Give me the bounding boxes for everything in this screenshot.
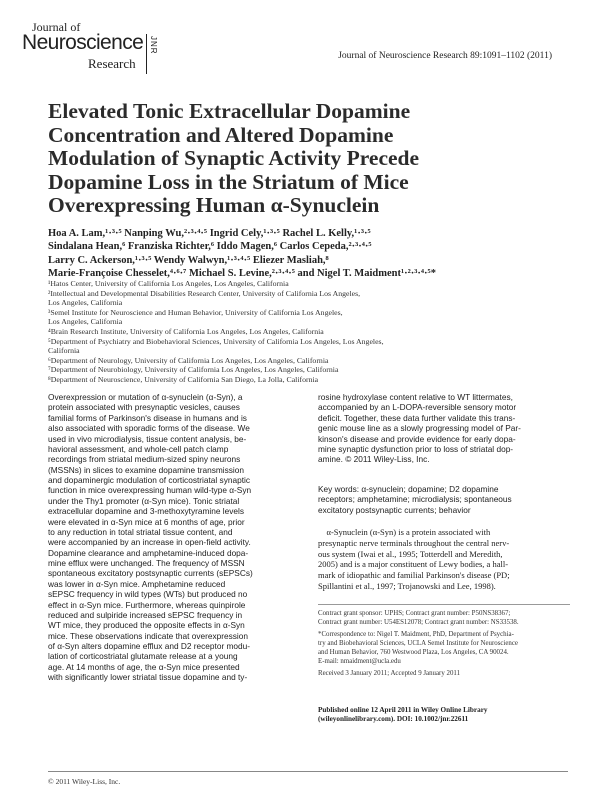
logo-line-3: Research (88, 56, 136, 71)
affiliation-line: ⁴Brain Research Institute, University of California Los Angeles, Los Angeles, California (48, 326, 324, 336)
abstract-line: sEPSC frequency in wild types (WTs) but produced no (48, 589, 248, 600)
abstract-line: spontaneous excitatory postsynaptic currents (sEPSCs) (48, 568, 253, 579)
affiliation-list (48, 279, 568, 385)
footnote-line: Received 3 January 2011; Accepted 9 January 2011 (318, 670, 461, 678)
abstract-line: Overexpression or mutation of α-synuclein (α-Syn), a (48, 392, 243, 402)
abstract-column-2 (318, 392, 570, 465)
footnote-line: try and Biobehavioral Sciences, UCLA Semel Institute for Neuroscience (318, 640, 518, 648)
footnote-line: and Human Behavior, 760 Westwood Plaza, Los Angeles, CA 90024. (318, 648, 509, 656)
abstract-line: (MSSNs) in slices to examine dopamine transmission (48, 464, 244, 475)
abstract-line: used in vivo microdialysis, tissue content analysis, be- (48, 433, 247, 444)
intro-line: 2005) and is a major constituent of Lewy bodies, a hall- (318, 559, 509, 570)
abstract-line: function in mice overexpressing human wild-type α-Syn (48, 485, 252, 496)
copyright-notice: © 2011 Wiley-Liss, Inc. (48, 777, 121, 786)
abstract-line: were elevated in α-Syn mice at 6 months of age, prior (48, 516, 245, 527)
affiliation-line: ³Semel Institute for Neuroscience and Human Behavior, University of California Los Angeles, (48, 307, 343, 317)
footnote-divider (318, 604, 570, 605)
author-line: Sindalana Hean,⁶ Franziska Richter,⁶ Iddo Magen,⁶ Carlos Cepeda,²·³·⁴·⁵ (48, 241, 372, 253)
logo-line-2: Neuroscience (22, 31, 144, 54)
intro-line: α-Synuclein (α-Syn) is a protein associated with (318, 527, 491, 537)
abstract-line: deficit. Together, these data further validate this trans- (318, 412, 516, 423)
keywords-line: receptors; amphetamine; microdialysis; spontaneous (318, 494, 512, 505)
introduction-text (318, 527, 570, 592)
abstract-line: accompanied by an L-DOPA-reversible sensory motor (318, 402, 517, 413)
intro-line: ous system (Iwai et al., 1995; Totterdell and Meredith, (318, 548, 503, 559)
published-line: Published online 12 April 2011 in Wiley Online Library (318, 706, 488, 714)
logo-divider (146, 34, 147, 74)
logo-line-1: Journal of (32, 20, 81, 34)
footnote-line: E-mail: nmaidment@ucla.edu (318, 657, 401, 665)
author-list (48, 227, 568, 281)
abstract-line: age. At 14 months of age, the α-Syn mice presented (48, 661, 240, 672)
publication-info (318, 706, 570, 724)
abstract-line: to any reduction in total striatal tissue content, and (48, 526, 233, 537)
abstract-line: familial forms of Parkinson's disease in humans and is (48, 412, 247, 423)
journal-citation: Journal of Neuroscience Research 89:1091–1102 (2011) (338, 51, 552, 61)
affiliation-line: ⁶Department of Neurology, University of California Los Angeles, Los Angeles, California (48, 355, 329, 365)
abstract-line: reduced and sulpiride increased sEPSC frequency in (48, 609, 243, 620)
footnote-line: Contract grant number: U54ES12078; Contract grant number: NS33538. (318, 618, 519, 626)
affiliation-line: ¹Hatos Center, University of California Los Angeles, Los Angeles, California (48, 279, 289, 288)
affiliation-line: ⁵Department of Psychiatry and Biobehavioral Sciences, University of California Los Angeles, Los Angeles, (48, 336, 384, 346)
abstract-line: havioral assessment, and whole-cell patch clamp (48, 443, 229, 454)
keywords-line: excitatory postsynaptic currents; behavior (318, 504, 471, 515)
abstract-line: recordings from striatal medium-sized spiny neurons (48, 454, 241, 465)
footnote-line: *Correspondence to: Nigel T. Maidment, PhD, Department of Psychia- (318, 631, 514, 639)
intro-line: Spillantini et al., 1997; Trojanowski and Lee, 1998). (318, 580, 496, 591)
abstract-line: extracellular dopamine and 3-methoxytyramine levels (48, 506, 244, 517)
abstract-line: Dopamine clearance and amphetamine-induced dopa- (48, 547, 249, 558)
abstract-line: mice. These observations indicate that overexpression (48, 630, 249, 641)
affiliation-line: ⁸Department of Neuroscience, University of California San Diego, La Jolla, California (48, 374, 319, 384)
abstract-column-1 (48, 392, 300, 683)
abstract-line: WT mice, they produced the opposite effects in α-Syn (48, 620, 245, 631)
intro-line: mark of idiopathic and familial Parkinson's disease (PD; (318, 570, 510, 581)
title-line: Modulation of Synaptic Activity Precede (48, 146, 420, 170)
affiliation-line: ²Intellectual and Developmental Disabilities Research Center, University of California Los Angeles, (48, 288, 361, 298)
abstract-line: mine synaptic dysfunction prior to loss of striatal dop- (318, 443, 514, 454)
footnotes (318, 610, 570, 679)
affiliation-line: Los Angeles, California (48, 298, 123, 308)
title-line: Dopamine Loss in the Striatum of Mice (48, 169, 409, 194)
abstract-line: under the Thy1 promoter (α-Syn mice). Tonic striatal (48, 495, 240, 506)
title-line: Overexpressing Human α-Synuclein (48, 193, 380, 217)
abstract-line: effect in α-Syn mice. Furthermore, whereas quinpirole (48, 599, 246, 610)
abstract-line: rosine hydroxylase content relative to WT littermates, (318, 392, 513, 402)
abstract-line: and dopaminergic modulation of corticostriatal synaptic (48, 475, 250, 485)
title-line: Concentration and Altered Dopamine (48, 122, 394, 147)
intro-line: presynaptic nerve terminals throughout the central nerv- (318, 537, 510, 548)
abstract-line: mine efflux were unchanged. The frequency of MSSN (48, 558, 245, 568)
abstract-line: was lower in α-Syn mice. Amphetamine reduced (48, 578, 226, 589)
article-title (48, 100, 548, 218)
abstract-line: lation of corticostriatal glutamate release at a young (48, 651, 238, 662)
abstract-line: genic mouse line as a slowly progressing model of Par- (318, 423, 521, 434)
author-line: Marie-Françoise Chesselet,⁴·⁶·⁷ Michael S. Levine,²·³·⁴·⁵ and Nigel T. Maidment¹·²·³·⁴·⁵* (48, 268, 436, 280)
journal-logo (22, 18, 162, 82)
footnote-line: Contract grant sponsor: UPHS; Contract grant number: P50NS38367; (318, 610, 511, 617)
author-line: Larry C. Ackerson,¹·³·⁵ Wendy Walwyn,¹·³·⁴·⁵ Eliezer Masliah,⁸ (48, 254, 329, 266)
affiliation-line: Los Angeles, California (48, 317, 123, 327)
abstract-line: amine. © 2011 Wiley-Liss, Inc. (318, 454, 430, 465)
abstract-line: of α-Syn alters dopamine efflux and D2 receptor modu- (48, 641, 251, 651)
logo-side-text: JNR (149, 36, 158, 55)
title-line: Elevated Tonic Extracellular Dopamine (48, 99, 411, 123)
author-line: Hoa A. Lam,¹·³·⁵ Nanping Wu,²·³·⁴·⁵ Ingrid Cely,¹·³·⁵ Rachel L. Kelly,¹·³·⁵ (48, 228, 371, 239)
abstract-line: kinson's disease and provide evidence for early dopa- (318, 433, 516, 444)
affiliation-line: California (48, 346, 80, 356)
affiliation-line: ⁷Department of Neurobiology, University of California Los Angeles, Los Angeles, California (48, 365, 339, 375)
footer-rule (48, 771, 568, 772)
keywords-line: Key words: α-synuclein; dopamine; D2 dopamine (318, 484, 499, 494)
keywords (318, 484, 570, 515)
abstract-line: also associated with sporadic forms of the disease. We (48, 423, 250, 434)
abstract-line: protein associated with presynaptic vesicles, causes (48, 402, 240, 413)
published-line: (wileyonlinelibrary.com). DOI: 10.1002/jnr.22611 (318, 715, 469, 723)
abstract-line: were accompanied by an increase in open-field activity. (48, 537, 251, 548)
abstract-line: with significantly lower striatal tissue dopamine and ty- (48, 672, 248, 683)
